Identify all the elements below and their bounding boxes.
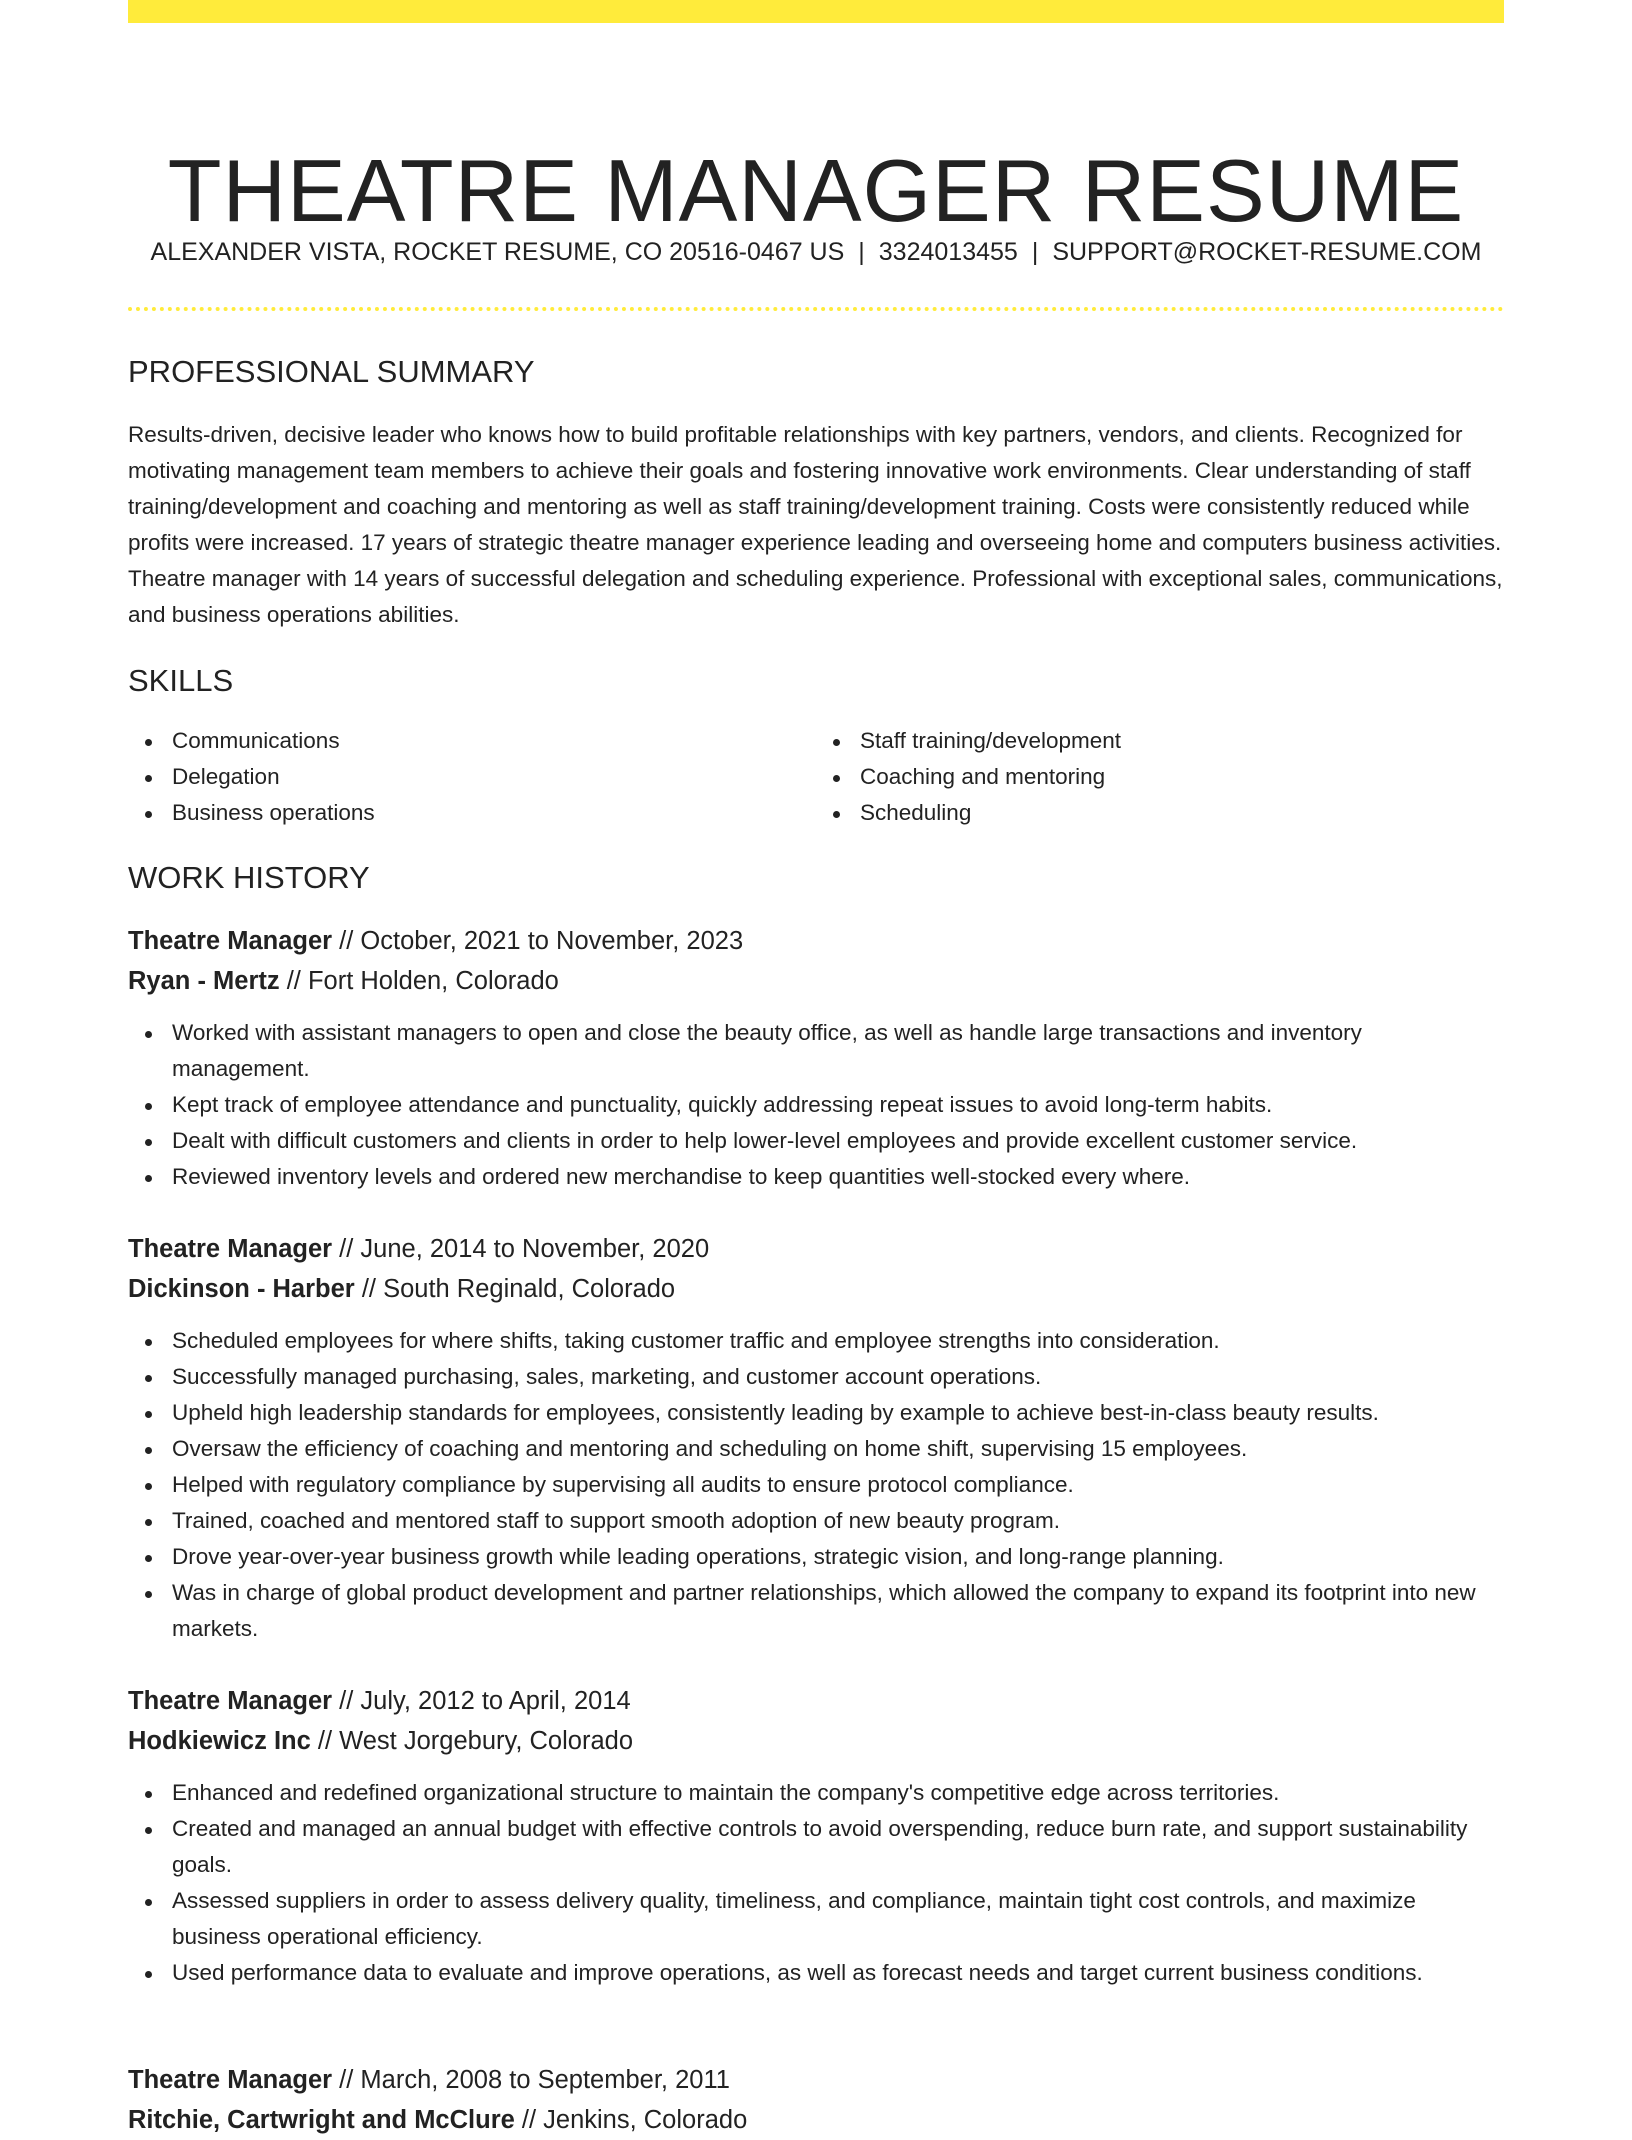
skills-list xyxy=(128,723,1504,831)
skill-item: Coaching and mentoring xyxy=(860,759,1504,795)
skill-item: Delegation xyxy=(172,759,816,795)
section-heading: WORK HISTORY xyxy=(128,860,370,895)
skills-section xyxy=(128,661,1504,701)
job-title: Theatre Manager xyxy=(128,1235,333,1263)
separator: // xyxy=(332,1687,361,1715)
job-title-line xyxy=(128,1681,1504,1721)
separator: // xyxy=(332,1235,361,1263)
summary-section xyxy=(128,352,1504,392)
phone: 3324013455 xyxy=(878,238,1018,266)
resume-title: THEATRE MANAGER RESUME xyxy=(167,140,1465,240)
contact-line xyxy=(128,236,1504,268)
separator: // xyxy=(279,967,308,995)
job-title-line xyxy=(128,921,1504,961)
separator: // xyxy=(354,1275,384,1303)
accent-bar xyxy=(128,0,1504,23)
bullet-item: Drove year-over-year business growth while leading operations, strategic vision, and long-range planning. xyxy=(172,1539,1504,1575)
company-location: Jenkins, Colorado xyxy=(543,2106,748,2134)
job-bullets xyxy=(128,1323,1504,1647)
summary-text: Results-driven, decisive leader who knows how to build profitable relationships with key partners, vendors, and clients. Recognized for motivating management team members to achieve their goals and fostering innovative work environments. Clear understanding of staff training/development and coaching and mentoring as well as staff training/development training. Costs were consistently reduced while profits were increased. 17 years of strategic theatre manager experience leading and overseeing home and computers business activities. Theatre manager with 14 years of successful delegation and scheduling experience. Professional with exceptional sales, communications, and business operations abilities. xyxy=(128,422,1503,627)
job-bullets xyxy=(128,1015,1504,1195)
summary-body xyxy=(128,417,1504,633)
company-location: South Reginald, Colorado xyxy=(383,1275,676,1303)
bullet-item: Kept track of employee attendance and punctuality, quickly addressing repeat issues to avoid long-term habits. xyxy=(172,1087,1504,1123)
skills-column-left xyxy=(128,723,816,831)
job-bullets xyxy=(128,1775,1504,1991)
job-dates: June, 2014 to November, 2020 xyxy=(360,1235,710,1263)
company-name: Dickinson - Harber xyxy=(128,1275,355,1303)
work-history-section xyxy=(128,858,1504,898)
bullet-item: Upheld high leadership standards for employees, consistently leading by example to achieve best-in-class beauty results. xyxy=(172,1395,1504,1431)
address: ALEXANDER VISTA, ROCKET RESUME, CO 20516-0467 US xyxy=(150,238,845,266)
company-location: Fort Holden, Colorado xyxy=(307,967,559,995)
separator: // xyxy=(514,2106,544,2134)
bullet-item: Assessed suppliers in order to assess delivery quality, timeliness, and compliance, maintain tight cost controls, and maximize business operational efficiency. xyxy=(172,1883,1504,1955)
job-dates: March, 2008 to September, 2011 xyxy=(360,2066,730,2094)
company-name: Ryan - Mertz xyxy=(128,967,280,995)
skill-item: Business operations xyxy=(172,795,816,831)
skills-column-right xyxy=(816,723,1504,831)
company-line xyxy=(128,1721,1504,1761)
bullet-item: Was in charge of global product development and partner relationships, which allowed the company to expand its footprint into new markets. xyxy=(172,1575,1504,1647)
separator: // xyxy=(332,2066,361,2094)
section-heading: SKILLS xyxy=(128,663,234,698)
company-line xyxy=(128,2100,1504,2140)
bullet-item: Created and managed an annual budget with effective controls to avoid overspending, reduce burn rate, and support sustainability goals. xyxy=(172,1811,1504,1883)
job-dates: July, 2012 to April, 2014 xyxy=(360,1687,631,1715)
job-entry xyxy=(128,2060,1504,2140)
company-line xyxy=(128,1269,1504,1309)
job-entry xyxy=(128,1229,1504,1309)
company-line xyxy=(128,961,1504,1001)
section-heading: PROFESSIONAL SUMMARY xyxy=(128,354,535,389)
separator: // xyxy=(310,1727,340,1755)
job-dates: October, 2021 to November, 2023 xyxy=(360,927,744,955)
bullet-item: Worked with assistant managers to open and close the beauty office, as well as handle large transactions and inventory management. xyxy=(172,1015,1504,1087)
bullet-item: Oversaw the efficiency of coaching and mentoring and scheduling on home shift, supervising 15 employees. xyxy=(172,1431,1504,1467)
bullet-item: Enhanced and redefined organizational structure to maintain the company's competitive edge across territories. xyxy=(172,1775,1504,1811)
bullet-item: Reviewed inventory levels and ordered new merchandise to keep quantities well-stocked every where. xyxy=(172,1159,1504,1195)
bullet-item: Helped with regulatory compliance by supervising all audits to ensure protocol compliance. xyxy=(172,1467,1504,1503)
separator: | xyxy=(1031,238,1039,266)
separator: | xyxy=(858,238,865,266)
dotted-divider xyxy=(128,307,1504,311)
job-entry xyxy=(128,1681,1504,1761)
bullet-item: Scheduled employees for where shifts, taking customer traffic and employee strengths into consideration. xyxy=(172,1323,1504,1359)
bullet-item: Dealt with difficult customers and clients in order to help lower-level employees and provide excellent customer service. xyxy=(172,1123,1504,1159)
job-title-line xyxy=(128,1229,1504,1269)
company-location: West Jorgebury, Colorado xyxy=(339,1727,634,1755)
skill-item: Staff training/development xyxy=(860,723,1504,759)
job-title: Theatre Manager xyxy=(128,1687,333,1715)
job-title: Theatre Manager xyxy=(128,2066,333,2094)
skill-item: Communications xyxy=(172,723,816,759)
job-title: Theatre Manager xyxy=(128,927,333,955)
skill-item: Scheduling xyxy=(860,795,1504,831)
company-name: Hodkiewicz Inc xyxy=(128,1727,311,1755)
job-entry xyxy=(128,921,1504,1001)
email[interactable]: SUPPORT@ROCKET-RESUME.COM xyxy=(1052,238,1482,266)
bullet-item: Successfully managed purchasing, sales, marketing, and customer account operations. xyxy=(172,1359,1504,1395)
bullet-item: Trained, coached and mentored staff to support smooth adoption of new beauty program. xyxy=(172,1503,1504,1539)
separator: // xyxy=(332,927,361,955)
company-name: Ritchie, Cartwright and McClure xyxy=(128,2106,515,2134)
job-title-line xyxy=(128,2060,1504,2100)
bullet-item: Used performance data to evaluate and improve operations, as well as forecast needs and target current business conditions. xyxy=(172,1955,1504,1991)
